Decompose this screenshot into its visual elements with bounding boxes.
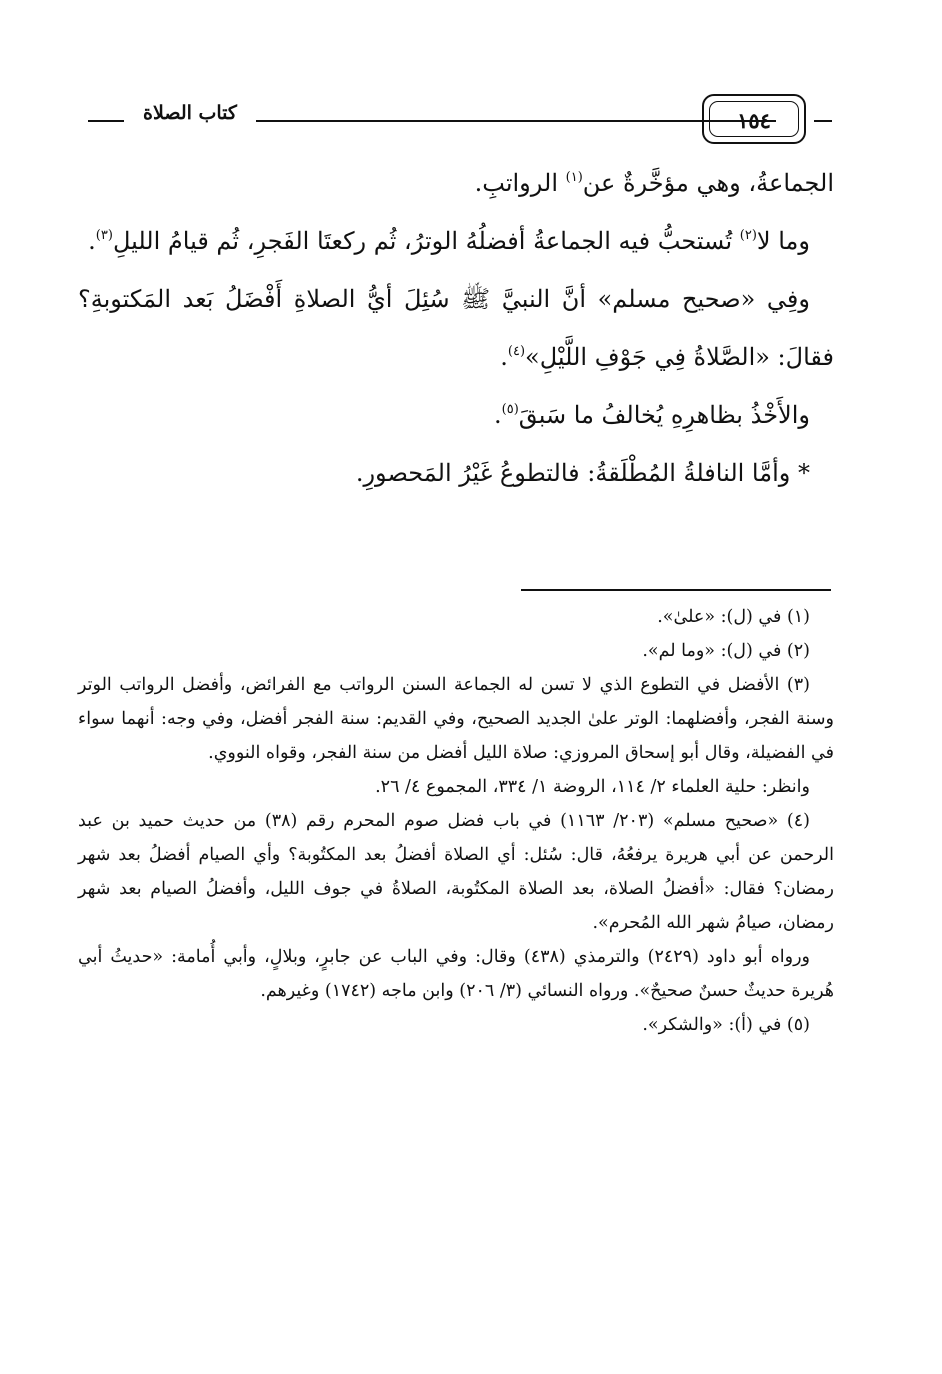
text-span: . bbox=[500, 343, 508, 371]
footnote-3: (٣) الأفضل في التطوع الذي لا تسن له الجماعة السنن الرواتب مع الفرائض، وأفضل الرواتب الوتر وسنة الفجر، وأفضلهما: الوتر علىٰ الجديد الصحيح، وفي القديم: سنة الفجر أفضل، وفي وجه: أنهما سواء في الفضيلة، وقال أبو إسحاق المروزي: صلاة الليل أفضل من سنة الفجر، وقواه النووي. bbox=[78, 675, 834, 763]
footnote-4: (٤) «صحيح مسلم» (٢٠٣/ ١١٦٣) في باب فضل صوم المحرم رقم (٣٨) من حديث حميد بن عبد الرحمن عن أبي هريرة يرفعُهُ، قال: سُئل: أي الصلاة أفضلُ بعد المكتُوبة؟ وأي الصيام أفضلُ بعد شهر رمضان؟ فقال: «أفضلُ الصلاة، بعد الصلاة المكتُوبة، الصلاةُ في جوف الليل، وأفضلُ الصيام بعد شهر رمضان، صيامُ شهر الله المُحرم». bbox=[78, 811, 834, 933]
paragraph-5: * وأمَّا النافلةُ المُطْلَقةُ: فالتطوعُ غَيْرُ المَحصورِ. bbox=[355, 459, 810, 487]
footnote-4-continued: ورواه أبو داود (٢٤٢٩) والترمذي (٤٣٨) وقال: وفي الباب عن جابرٍ، وبلالٍ، وأبي أُمامة: «حديثُ أبي هُريرة حديثٌ حسنٌ صحيحٌ». ورواه النسائي (٣/ ٢٠٦) وابن ماجه (١٧٤٢) وغيرهم. bbox=[78, 947, 834, 1001]
footnote-2: (٢) في (ل): «وما لم». bbox=[642, 641, 810, 661]
footnote-ref-4: (٤) bbox=[507, 344, 526, 359]
paragraph-4 bbox=[78, 386, 834, 444]
footnote-1: (١) في (ل): «علىٰ». bbox=[657, 607, 810, 627]
footnote-ref-2: (٢) bbox=[739, 228, 757, 243]
header-rule-left bbox=[88, 120, 124, 122]
footnote-5: (٥) في (أ): «والشكر». bbox=[642, 1015, 810, 1035]
page-number-frame bbox=[702, 94, 806, 144]
footnote-ref-3: (٣) bbox=[95, 228, 113, 243]
main-text bbox=[78, 154, 834, 502]
footnote-3-sources: وانظر: حلية العلماء ٢/ ١١٤، الروضة ١/ ٣٣٤، المجموع ٤/ ٢٦. bbox=[375, 777, 810, 797]
text-span: الرواتبِ. bbox=[474, 169, 566, 197]
header-rule-right bbox=[814, 120, 832, 122]
paragraph-1 bbox=[78, 154, 834, 212]
text-span: وما لا bbox=[756, 227, 810, 255]
page-header bbox=[78, 92, 834, 152]
text-span: والأَخْذُ بظاهرِهِ يُخالفُ ما سَبقَ bbox=[518, 401, 810, 429]
text-span: . bbox=[88, 227, 96, 255]
text-span: . bbox=[493, 401, 502, 429]
footnote-separator bbox=[521, 589, 831, 591]
footnote-ref-1: (١) bbox=[565, 170, 583, 185]
page-number: ١٥٤ bbox=[709, 101, 799, 137]
footnote-ref-5: (٥) bbox=[501, 402, 519, 417]
text-span: تُستحبُّ فيه الجماعةُ أفضلُهُ الوترُ، ثُم ركعتَا الفَجرِ، ثُم قيامُ الليلِ bbox=[112, 227, 740, 255]
paragraph-2 bbox=[78, 212, 834, 270]
text-span: الجماعةُ، وهي مؤخَّرةٌ عن bbox=[582, 169, 834, 197]
paragraph-3 bbox=[78, 270, 834, 386]
footnotes bbox=[78, 600, 834, 1042]
text-span: وفِي «صحيح مسلم» أنَّ النبيَّ ﷺ سُئِلَ أيُّ الصلاةِ أَفْضَلُ بَعد المَكتوبةِ؟ فقالَ: «الصَّلاةُ فِي جَوْفِ اللَّيْلِ» bbox=[78, 285, 834, 371]
header-rule-middle bbox=[256, 120, 776, 122]
chapter-title: كتاب الصلاة bbox=[143, 102, 237, 124]
